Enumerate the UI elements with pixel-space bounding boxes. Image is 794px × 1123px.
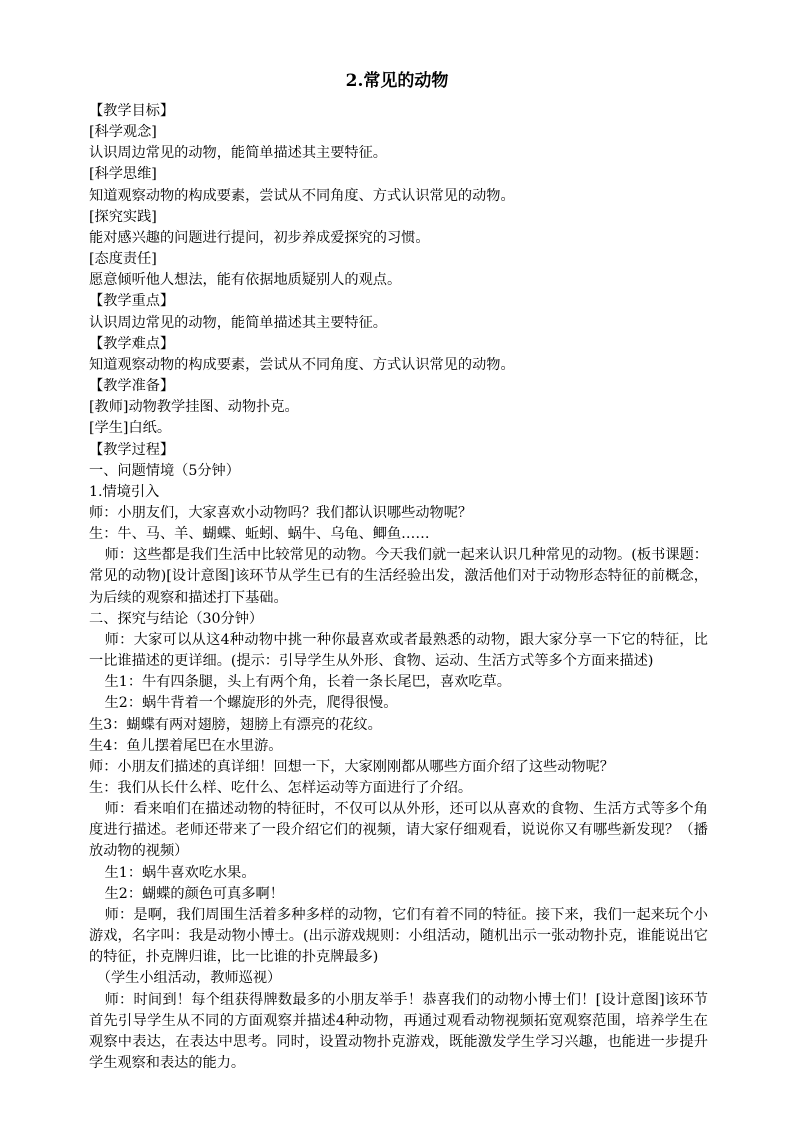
dialogue-paragraph: 师：是啊，我们周围生活着多种多样的动物，它们有着不同的特征。接下来，我们一起来玩个小游戏，名字叫：我是动物小博士。(出示游戏规则：小组活动，随机出示一张动物扑克，谁能说出它的特征，扑克牌归谁，比一比谁的扑克牌最多) xyxy=(89,906,708,966)
activity-note: （学生小组活动，教师巡视） xyxy=(96,970,282,987)
page-title: 2.常见的动物 xyxy=(345,71,449,91)
paragraph: 知道观察动物的构成要素，尝试从不同角度、方式认识常见的动物。 xyxy=(89,356,515,373)
paragraph: 能对感兴趣的问题进行提问，初步养成爱探究的习惯。 xyxy=(89,229,430,246)
dialogue-line: 生1：蜗牛喜欢吃水果。 xyxy=(104,864,256,881)
dialogue-paragraph: 师：时间到！每个组获得牌数最多的小朋友举手！恭喜我们的动物小博士们！[设计意图]该环节首先引导学生从不同的方面观察并描述4种动物，再通过观看动物视频拓宽观察范围，培养学生在观察中表达，在表达中思考。同时，设置动物扑克游戏，既能激发学生学习兴趣，也能进一步提升学生观察和表达的能力。 xyxy=(89,991,708,1072)
paragraph: 认识周边常见的动物，能简单描述其主要特征。 xyxy=(89,145,387,162)
paragraph: 愿意倾听他人想法，能有依据地质疑别人的观点。 xyxy=(89,272,402,289)
dialogue-paragraph: 师：这些都是我们生活中比较常见的动物。今天我们就一起来认识几种常见的动物。(板书课题：常见的动物)[设计意图]该环节从学生已有的生活经验出发，激活他们对于动物形态特征的前概念，为后续的观察和描述打下基础。 xyxy=(89,547,708,606)
heading-preparation: 【教学准备】 xyxy=(89,378,175,395)
subheading-attitude: [态度责任] xyxy=(89,251,157,268)
dialogue-line: 生1：牛有四条腿，头上有两个角，长着一条长尾巴，喜欢吃草。 xyxy=(104,674,511,691)
paragraph: [教师]动物教学挂图、动物扑克。 xyxy=(89,399,299,416)
dialogue-line: 师：小朋友们描述的真详细！回想一下，大家刚刚都从哪些方面介绍了这些动物呢？ xyxy=(89,758,614,775)
dialogue-line: 生2：蝴蝶的颜色可真多啊！ xyxy=(104,885,284,902)
section-heading: 二、探究与结论（30分钟） xyxy=(89,610,264,627)
dialogue-line: 生：我们从长什么样、吃什么、怎样运动等方面进行了介绍。 xyxy=(89,780,473,796)
paragraph: [学生]白纸。 xyxy=(89,420,172,437)
subheading-science-thinking: [科学思维] xyxy=(89,166,157,183)
section-heading: 一、问题情境（5分钟） xyxy=(89,462,240,479)
dialogue-line: 生4：鱼儿摆着尾巴在水里游。 xyxy=(89,737,283,754)
heading-teaching-goals: 【教学目标】 xyxy=(89,103,175,119)
heading-key-points: 【教学重点】 xyxy=(89,293,175,310)
dialogue-paragraph: 师：看来咱们在描述动物的特征时，不仅可以从外形，还可以从喜欢的食物、生活方式等多个角度进行描述。老师还带来了一段介绍它们的视频，请大家仔细观看，说说你又有哪些新发现？（播放动物的视频） xyxy=(89,801,708,860)
heading-process: 【教学过程】 xyxy=(89,441,175,458)
paragraph: 1.情境引入 xyxy=(89,483,160,500)
subheading-science-concept: [科学观念] xyxy=(89,124,157,141)
dialogue-line: 师：小朋友们，大家喜欢小动物吗？我们都认识哪些动物呢？ xyxy=(89,504,473,521)
paragraph: 知道观察动物的构成要素，尝试从不同角度、方式认识常见的动物。 xyxy=(89,187,515,204)
dialogue-paragraph: 师：大家可以从这4种动物中挑一种你最喜欢或者最熟悉的动物，跟大家分享一下它的特征，比一比谁描述的更详细。(提示：引导学生从外形、食物、运动、生活方式等多个方面来描述) xyxy=(89,631,708,670)
dialogue-line: 生：牛、马、羊、蝴蝶、蚯蚓、蜗牛、乌龟、鲫鱼…… xyxy=(89,526,430,543)
subheading-inquiry-practice: [探究实践] xyxy=(89,208,157,225)
dialogue-line: 生2：蜗牛背着一个螺旋形的外壳，爬得很慢。 xyxy=(104,695,398,712)
heading-difficulties: 【教学难点】 xyxy=(89,335,175,352)
dialogue-line: 生3：蝴蝶有两对翅膀，翅膀上有漂亮的花纹。 xyxy=(89,716,382,733)
document-body xyxy=(89,101,708,1074)
paragraph: 认识周边常见的动物，能简单描述其主要特征。 xyxy=(89,314,387,331)
